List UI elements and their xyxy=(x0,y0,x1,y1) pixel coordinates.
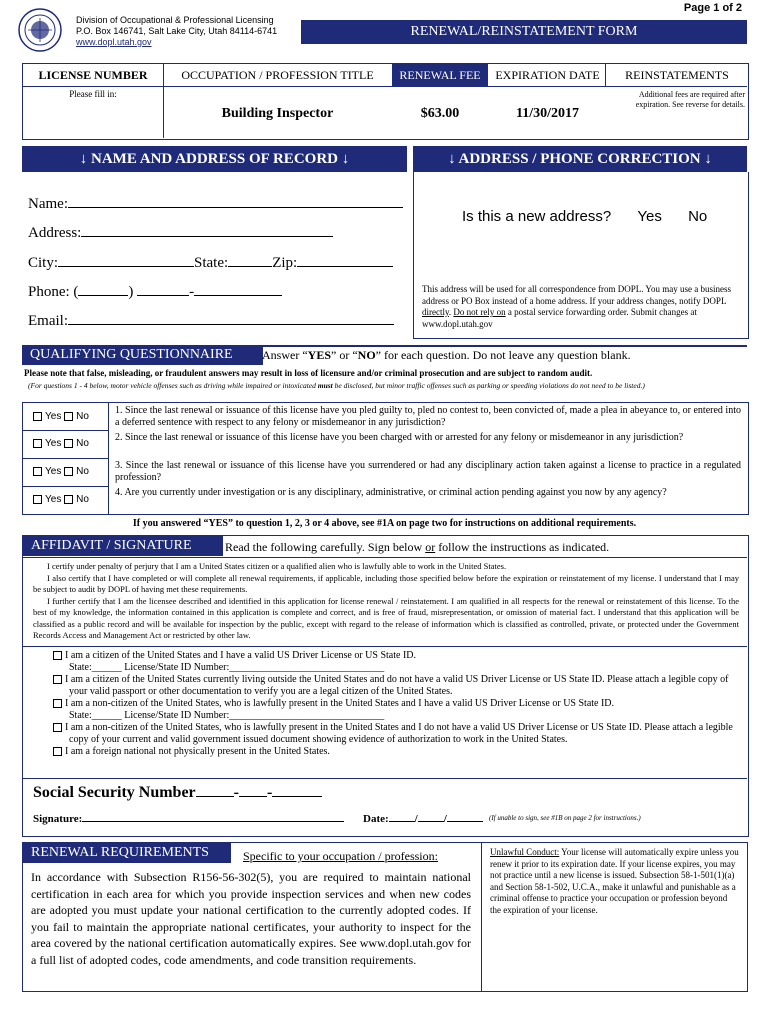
expiration-value: 11/30/2017 xyxy=(515,106,579,121)
address-field[interactable] xyxy=(28,222,408,242)
questionnaire-instruction: Answer “YES” or “NO” for each question. Do not leave any question blank. xyxy=(262,348,631,362)
ssn-part3[interactable] xyxy=(272,782,322,797)
state-seal-logo xyxy=(18,8,62,52)
q3-yes-checkbox[interactable] xyxy=(33,467,42,476)
affidavit-instruction: Read the following carefully. Sign below or follow the instructions as indicated. xyxy=(225,540,610,554)
questionnaire-note: (For questions 1 - 4 below, motor vehicle offenses such as driving while impaired or intoxicated must be disclosed, but minor traffic offenses such as parking or speeding violations do not need to be listed.) xyxy=(28,381,645,390)
date-label: Date: xyxy=(363,813,389,825)
date-day[interactable] xyxy=(418,810,444,822)
license-table xyxy=(22,63,749,140)
phone-label: Phone: ( xyxy=(28,284,79,300)
question-1: 1. Since the last renewal or issuance of this license have you pled guilty to, pled no contest to, been convicted of, made a plea in abeyance to, or entered into a deferred sentence with respect to any felony or misdemeanor in any jurisdiction? xyxy=(115,405,741,428)
renewal-requirements-box xyxy=(22,842,482,992)
date-slash-2: / xyxy=(443,813,447,825)
form-title: RENEWAL/REINSTATEMENT FORM xyxy=(301,20,747,44)
renewal-fee-header: RENEWAL FEE xyxy=(392,64,488,86)
ssn-part2[interactable] xyxy=(239,782,267,797)
affidavit-box xyxy=(22,535,749,837)
unable-to-sign-note: (If unable to sign, see #1B on page 2 for instructions.) xyxy=(489,814,641,822)
new-address-yes[interactable]: Yes xyxy=(637,208,662,225)
option-2: I am a citizen of the United States currently living outside the United States and do not have a valid US Driver License or US State ID. Please attach a legible copy of your valid passport or other documentation to verify you are a legal citizen of the United States. xyxy=(53,674,743,698)
occupation-value: Building Inspector xyxy=(221,106,334,121)
q4-yes-checkbox[interactable] xyxy=(33,495,42,504)
q4-answer: Yes No xyxy=(33,494,89,505)
name-label: Name: xyxy=(28,196,68,212)
q4-no-checkbox[interactable] xyxy=(64,495,73,504)
reinstatements-header: REINSTATEMENTS xyxy=(625,68,729,82)
phone-dash: - xyxy=(189,284,195,300)
address-note: This address will be used for all correspondence from DOPL. You may use a business address or PO Box instead of a home address. If your address changes, notify DOPL directly. Do not rely on a postal service forwarding order. Submit changes at www.dopl.utah.gov xyxy=(422,284,731,329)
fee-value: $63.00 xyxy=(420,106,460,121)
email-label: Email: xyxy=(28,313,68,329)
option-1-checkbox[interactable] xyxy=(53,651,62,660)
reinstatement-note: Additional fees are required after expiration. See reverse for details. xyxy=(635,90,745,109)
questions-table xyxy=(22,402,749,515)
phone-field[interactable] xyxy=(28,281,408,301)
name-address-bar: ↓ NAME AND ADDRESS OF RECORD ↓ xyxy=(22,146,407,172)
unlawful-conduct-box xyxy=(480,842,748,992)
ssn-field[interactable] xyxy=(33,782,322,802)
agency-block xyxy=(76,15,277,48)
city-label: City: xyxy=(28,255,59,271)
license-fill-label: Please fill in: xyxy=(69,89,117,99)
name-field[interactable] xyxy=(28,193,408,213)
address-line[interactable] xyxy=(81,222,333,237)
signature-field[interactable] xyxy=(33,810,344,825)
affidavit-p3: I further certify that I am the licensee described and identified in this application for license renewal / reinstatement. I am qualified in all respects for the renewal or reinstatement of this license. To the best of my knowledge, the information contained in this application is complete and correct, and is free of fraud, misrepresentation, or omission of material fact. I understand that this application will be classified as a public record and will be available for inspection by the public, except with regard to the release of information which is classified as controlled, private, or protected under the Government Records Access and Management Act or restricted by other law. xyxy=(33,595,739,640)
questionnaire-followup: If you answered “YES” to question 1, 2, 3 or 4 above, see #1A on page two for instructions on additional requirements. xyxy=(132,518,637,529)
ssn-part1[interactable] xyxy=(196,782,234,797)
address-correction-box xyxy=(413,172,749,339)
agency-name: Division of Occupational & Professional Licensing xyxy=(76,15,274,25)
option-1: I am a citizen of the United States and I have a valid US Driver License or US State ID. xyxy=(53,650,743,662)
renewal-title: RENEWAL REQUIREMENTS xyxy=(23,843,231,863)
option-3-checkbox[interactable] xyxy=(53,699,62,708)
option-1-sub[interactable]: State:______ License/State ID Number:_______________________________ xyxy=(69,662,385,673)
option-3-sub[interactable]: State:______ License/State ID Number:_______________________________ xyxy=(69,710,385,721)
option-3: I am a non-citizen of the United States, who is lawfully present in the United States and I have a valid US Driver License or US State ID. xyxy=(53,698,743,710)
affidavit-p1: I certify under penalty of perjury that I am a United States citizen or a qualified alien who is lawfully able to work in the United States. xyxy=(47,561,507,571)
q2-yes-checkbox[interactable] xyxy=(33,439,42,448)
signature-line[interactable] xyxy=(82,810,344,822)
q3-no-checkbox[interactable] xyxy=(64,467,73,476)
new-address-label: Is this a new address? xyxy=(462,208,612,225)
signature-label: Signature: xyxy=(33,813,83,825)
page-number: Page 1 of 2 xyxy=(683,2,742,14)
city-state-zip-field[interactable] xyxy=(28,252,418,272)
zip-line[interactable] xyxy=(297,252,393,267)
date-month[interactable] xyxy=(389,810,415,822)
unlawful-conduct-text: Unlawful Conduct: Your license will automatically expire unless you renew it prior to its expiration date. If your license expires, you may not practice until a new license is issued. Subsection 58-1-501(1)(a) and Section 58-1-502, U.C.A., make it unlawful and punishable as a criminal offense to practice your occupation or profession beyond the expiration of your license. xyxy=(490,847,739,915)
questionnaire-warning: Please note that false, misleading, or fraudulent answers may result in loss of licensure and/or criminal prosecution and are subject to random audit. xyxy=(24,368,593,378)
ssn-label: Social Security Number xyxy=(33,784,196,801)
date-year[interactable] xyxy=(447,810,483,822)
q1-no-checkbox[interactable] xyxy=(64,412,73,421)
q2-answer: Yes No xyxy=(33,438,89,449)
ssn-sep-1: - xyxy=(233,784,239,801)
citizenship-options xyxy=(53,650,743,758)
date-field[interactable] xyxy=(363,810,483,825)
affidavit-p2: I also certify that I have completed or will complete all renewal requirements, if applicable, including those specified below before the expiration or reinstatement of my license. I understand that I may be subject to audit by DOPL of having met these requirements. xyxy=(33,572,739,594)
date-slash-1: / xyxy=(414,813,418,825)
state-label: State: xyxy=(194,255,229,271)
city-line[interactable] xyxy=(58,252,194,267)
expiration-header: EXPIRATION DATE xyxy=(490,64,606,86)
option-2-checkbox[interactable] xyxy=(53,675,62,684)
questionnaire-title: QUALIFYING QUESTIONNAIRE xyxy=(22,345,263,365)
q1-yes-checkbox[interactable] xyxy=(33,412,42,421)
q3-answer: Yes No xyxy=(33,466,89,477)
occupation-header: OCCUPATION / PROFESSION TITLE xyxy=(181,68,374,82)
option-4-checkbox[interactable] xyxy=(53,723,62,732)
q2-no-checkbox[interactable] xyxy=(64,439,73,448)
new-address-no[interactable]: No xyxy=(688,208,708,225)
phone-area-line[interactable] xyxy=(78,281,128,296)
question-3: 3. Since the last renewal or issuance of this license have you surrendered or had any disciplinary action taken against a license to practice in a regulated profession? xyxy=(115,460,741,483)
affidavit-title: AFFIDAVIT / SIGNATURE xyxy=(23,536,223,556)
license-number-header: LICENSE NUMBER xyxy=(38,68,148,82)
name-line[interactable] xyxy=(68,193,403,208)
new-address-question xyxy=(462,208,707,225)
question-4: 4. Are you currently under investigation or is any disciplinary, administrative, or criminal action pending against you now by any agency? xyxy=(115,487,667,498)
renewal-specific-label: Specific to your occupation / profession: xyxy=(243,849,438,863)
email-line[interactable] xyxy=(68,310,394,325)
address-label: Address: xyxy=(28,225,82,241)
agency-url[interactable]: www.dopl.utah.gov xyxy=(76,37,152,47)
renewal-body: In accordance with Subsection R156-56-302(5), you are required to maintain national certification in each area for which you provide inspection services and when new codes are adopted you must update your national certification to the currently adopted codes. If you fail to maintain the appropriate national certificates, your authority to inspect for the area covered by the national certification automatically expires. See www.dopl.utah.gov for a full list of adopted codes, code amendments, and code transition requirements. xyxy=(31,870,471,967)
option-5: I am a foreign national not physically present in the United States. xyxy=(53,746,743,758)
question-2: 2. Since the last renewal or issuance of this license have you been charged with or arrested for any felony or misdemeanor in any jurisdiction? xyxy=(115,432,684,443)
affidavit-statements xyxy=(33,561,739,642)
zip-label: Zip: xyxy=(272,255,298,271)
phone-prefix-line[interactable] xyxy=(137,281,189,296)
option-5-checkbox[interactable] xyxy=(53,747,62,756)
phone-line-number[interactable] xyxy=(194,281,282,296)
address-correction-bar: ↓ ADDRESS / PHONE CORRECTION ↓ xyxy=(413,146,747,172)
option-4: I am a non-citizen of the United States, who is lawfully present in the United States and I do not have a valid US Driver License or US State ID. Please attach a legible copy of your current and valid government issued document showing evidence of authorization to work in the United States. xyxy=(53,722,743,746)
phone-close-paren: ) xyxy=(128,284,134,300)
state-line[interactable] xyxy=(228,252,272,267)
q1-answer: Yes No xyxy=(33,411,89,422)
email-field[interactable] xyxy=(28,310,408,330)
agency-address: P.O. Box 146741, Salt Lake City, Utah 84114-6741 xyxy=(76,26,278,36)
ssn-sep-2: - xyxy=(266,784,273,801)
